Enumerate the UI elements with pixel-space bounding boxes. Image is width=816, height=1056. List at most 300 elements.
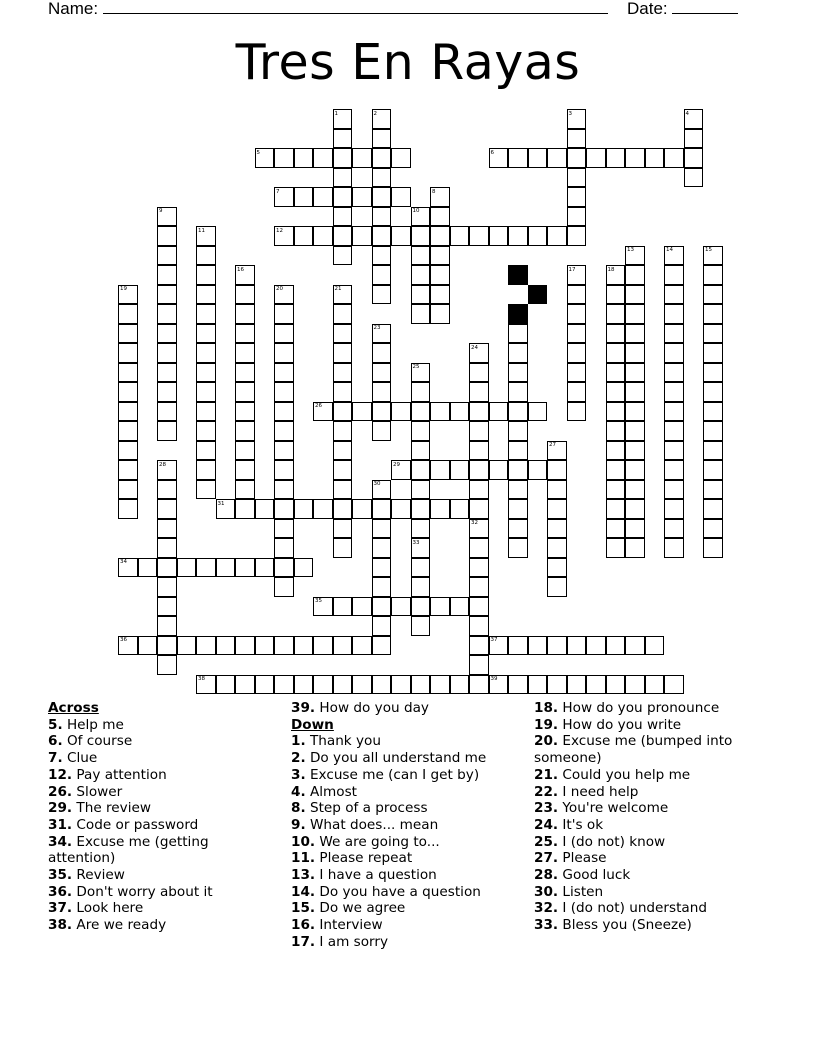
crossword-cell[interactable] [333, 246, 353, 266]
crossword-cell[interactable] [372, 324, 392, 344]
crossword-cell[interactable] [372, 675, 392, 695]
crossword-cell[interactable] [118, 636, 138, 656]
crossword-cell[interactable] [274, 558, 294, 578]
crossword-cell[interactable] [606, 675, 626, 695]
crossword-cell[interactable] [606, 499, 626, 519]
crossword-cell[interactable] [333, 187, 353, 207]
crossword-cell[interactable] [625, 304, 645, 324]
crossword-cell[interactable] [411, 207, 431, 227]
crossword-cell[interactable] [684, 129, 704, 149]
crossword-cell[interactable] [372, 148, 392, 168]
crossword-cell[interactable] [333, 363, 353, 383]
crossword-cell[interactable] [118, 382, 138, 402]
crossword-cell[interactable] [586, 148, 606, 168]
crossword-cell[interactable] [372, 168, 392, 188]
crossword-cell[interactable] [625, 538, 645, 558]
crossword-cell[interactable] [372, 382, 392, 402]
crossword-cell[interactable] [664, 538, 684, 558]
crossword-cell[interactable] [313, 187, 333, 207]
crossword-cell[interactable] [294, 226, 314, 246]
crossword-cell[interactable] [372, 343, 392, 363]
crossword-cell[interactable] [372, 265, 392, 285]
crossword-cell[interactable] [508, 402, 528, 422]
crossword-cell[interactable] [372, 558, 392, 578]
crossword-cell[interactable] [411, 519, 431, 539]
crossword-cell[interactable] [196, 460, 216, 480]
crossword-cell[interactable] [664, 304, 684, 324]
crossword-cell[interactable] [352, 636, 372, 656]
crossword-cell[interactable] [352, 148, 372, 168]
crossword-cell[interactable] [274, 187, 294, 207]
crossword-cell[interactable] [489, 636, 509, 656]
crossword-cell[interactable] [528, 402, 548, 422]
crossword-cell[interactable] [196, 363, 216, 383]
crossword-cell[interactable] [411, 421, 431, 441]
crossword-cell[interactable] [235, 285, 255, 305]
crossword-cell[interactable] [664, 382, 684, 402]
crossword-cell[interactable] [274, 402, 294, 422]
crossword-cell[interactable] [294, 675, 314, 695]
crossword-cell[interactable] [645, 148, 665, 168]
crossword-cell[interactable] [703, 538, 723, 558]
crossword-cell[interactable] [645, 675, 665, 695]
crossword-cell[interactable] [196, 382, 216, 402]
crossword-cell[interactable] [547, 675, 567, 695]
crossword-cell[interactable] [547, 226, 567, 246]
crossword-cell[interactable] [625, 402, 645, 422]
crossword-cell[interactable] [372, 499, 392, 519]
crossword-cell[interactable] [157, 519, 177, 539]
crossword-cell[interactable] [372, 597, 392, 617]
crossword-cell[interactable] [333, 285, 353, 305]
crossword-cell[interactable] [352, 499, 372, 519]
crossword-cell[interactable] [411, 480, 431, 500]
crossword-cell[interactable] [625, 421, 645, 441]
crossword-cell[interactable] [372, 207, 392, 227]
crossword-cell[interactable] [606, 382, 626, 402]
crossword-cell[interactable] [625, 324, 645, 344]
crossword-cell[interactable] [157, 616, 177, 636]
crossword-cell[interactable] [196, 480, 216, 500]
crossword-cell[interactable] [625, 382, 645, 402]
crossword-cell[interactable] [313, 402, 333, 422]
crossword-cell[interactable] [352, 675, 372, 695]
crossword-cell[interactable] [333, 441, 353, 461]
crossword-cell[interactable] [333, 675, 353, 695]
crossword-cell[interactable] [528, 636, 548, 656]
crossword-cell[interactable] [469, 558, 489, 578]
crossword-cell[interactable] [684, 109, 704, 129]
crossword-cell[interactable] [528, 226, 548, 246]
crossword-cell[interactable] [430, 499, 450, 519]
crossword-cell[interactable] [606, 148, 626, 168]
crossword-cell[interactable] [157, 285, 177, 305]
crossword-cell[interactable] [450, 499, 470, 519]
crossword-cell[interactable] [508, 226, 528, 246]
crossword-cell[interactable] [391, 187, 411, 207]
crossword-cell[interactable] [255, 499, 275, 519]
crossword-cell[interactable] [508, 382, 528, 402]
crossword-cell[interactable] [606, 538, 626, 558]
crossword-cell[interactable] [450, 675, 470, 695]
crossword-cell[interactable] [313, 636, 333, 656]
crossword-cell[interactable] [391, 675, 411, 695]
crossword-cell[interactable] [274, 636, 294, 656]
crossword-cell[interactable] [333, 499, 353, 519]
crossword-cell[interactable] [508, 675, 528, 695]
crossword-cell[interactable] [196, 421, 216, 441]
crossword-cell[interactable] [235, 265, 255, 285]
crossword-cell[interactable] [157, 304, 177, 324]
crossword-cell[interactable] [118, 363, 138, 383]
crossword-cell[interactable] [235, 343, 255, 363]
crossword-cell[interactable] [567, 382, 587, 402]
crossword-cell[interactable] [606, 402, 626, 422]
crossword-cell[interactable] [489, 148, 509, 168]
crossword-cell[interactable] [216, 558, 236, 578]
crossword-cell[interactable] [196, 246, 216, 266]
crossword-cell[interactable] [567, 636, 587, 656]
crossword-cell[interactable] [138, 636, 158, 656]
crossword-cell[interactable] [664, 480, 684, 500]
crossword-cell[interactable] [547, 441, 567, 461]
crossword-cell[interactable] [684, 168, 704, 188]
crossword-cell[interactable] [567, 148, 587, 168]
crossword-cell[interactable] [372, 129, 392, 149]
crossword-cell[interactable] [469, 480, 489, 500]
crossword-cell[interactable] [411, 226, 431, 246]
crossword-cell[interactable] [333, 304, 353, 324]
crossword-cell[interactable] [625, 285, 645, 305]
crossword-cell[interactable] [274, 382, 294, 402]
crossword-cell[interactable] [625, 460, 645, 480]
crossword-cell[interactable] [411, 616, 431, 636]
crossword-cell[interactable] [625, 246, 645, 266]
crossword-cell[interactable] [196, 304, 216, 324]
crossword-cell[interactable] [430, 597, 450, 617]
crossword-cell[interactable] [235, 324, 255, 344]
crossword-cell[interactable] [411, 285, 431, 305]
crossword-cell[interactable] [157, 480, 177, 500]
crossword-cell[interactable] [606, 304, 626, 324]
crossword-cell[interactable] [372, 577, 392, 597]
crossword-cell[interactable] [606, 285, 626, 305]
crossword-cell[interactable] [625, 519, 645, 539]
crossword-cell[interactable] [274, 499, 294, 519]
crossword-cell[interactable] [235, 675, 255, 695]
crossword-cell[interactable] [547, 480, 567, 500]
crossword-cell[interactable] [118, 343, 138, 363]
crossword-cell[interactable] [333, 207, 353, 227]
crossword-cell[interactable] [645, 636, 665, 656]
crossword-cell[interactable] [333, 421, 353, 441]
crossword-cell[interactable] [469, 460, 489, 480]
crossword-cell[interactable] [333, 168, 353, 188]
crossword-cell[interactable] [333, 382, 353, 402]
crossword-cell[interactable] [313, 675, 333, 695]
crossword-cell[interactable] [118, 421, 138, 441]
crossword-cell[interactable] [411, 382, 431, 402]
crossword-cell[interactable] [469, 577, 489, 597]
crossword-cell[interactable] [196, 558, 216, 578]
crossword-cell[interactable] [274, 304, 294, 324]
crossword-cell[interactable] [411, 675, 431, 695]
crossword-cell[interactable] [547, 499, 567, 519]
crossword-cell[interactable] [216, 499, 236, 519]
crossword-cell[interactable] [196, 441, 216, 461]
crossword-cell[interactable] [235, 382, 255, 402]
crossword-cell[interactable] [508, 538, 528, 558]
crossword-cell[interactable] [352, 226, 372, 246]
crossword-cell[interactable] [333, 519, 353, 539]
crossword-cell[interactable] [469, 519, 489, 539]
crossword-cell[interactable] [664, 421, 684, 441]
crossword-cell[interactable] [177, 636, 197, 656]
crossword-cell[interactable] [547, 558, 567, 578]
crossword-cell[interactable] [157, 577, 177, 597]
crossword-cell[interactable] [430, 285, 450, 305]
crossword-cell[interactable] [625, 480, 645, 500]
crossword-cell[interactable] [274, 285, 294, 305]
crossword-cell[interactable] [703, 324, 723, 344]
crossword-cell[interactable] [703, 285, 723, 305]
crossword-cell[interactable] [157, 343, 177, 363]
crossword-cell[interactable] [235, 441, 255, 461]
crossword-cell[interactable] [372, 616, 392, 636]
crossword-cell[interactable] [157, 460, 177, 480]
crossword-cell[interactable] [567, 363, 587, 383]
crossword-cell[interactable] [508, 636, 528, 656]
crossword-cell[interactable] [606, 460, 626, 480]
crossword-cell[interactable] [411, 499, 431, 519]
crossword-cell[interactable] [391, 148, 411, 168]
crossword-cell[interactable] [157, 558, 177, 578]
crossword-cell[interactable] [625, 265, 645, 285]
crossword-cell[interactable] [118, 402, 138, 422]
crossword-cell[interactable] [411, 597, 431, 617]
crossword-cell[interactable] [372, 519, 392, 539]
crossword-cell[interactable] [469, 675, 489, 695]
crossword-cell[interactable] [625, 148, 645, 168]
crossword-cell[interactable] [489, 460, 509, 480]
crossword-cell[interactable] [469, 538, 489, 558]
crossword-cell[interactable] [469, 636, 489, 656]
crossword-cell[interactable] [313, 597, 333, 617]
crossword-cell[interactable] [274, 343, 294, 363]
crossword-cell[interactable] [294, 499, 314, 519]
crossword-cell[interactable] [703, 265, 723, 285]
crossword-cell[interactable] [372, 480, 392, 500]
crossword-cell[interactable] [352, 402, 372, 422]
crossword-cell[interactable] [567, 109, 587, 129]
crossword-cell[interactable] [430, 675, 450, 695]
crossword-cell[interactable] [274, 226, 294, 246]
crossword-cell[interactable] [606, 480, 626, 500]
crossword-cell[interactable] [547, 577, 567, 597]
crossword-cell[interactable] [372, 246, 392, 266]
crossword-cell[interactable] [625, 499, 645, 519]
crossword-cell[interactable] [372, 285, 392, 305]
crossword-cell[interactable] [157, 265, 177, 285]
crossword-cell[interactable] [606, 343, 626, 363]
crossword-cell[interactable] [450, 597, 470, 617]
crossword-cell[interactable] [567, 226, 587, 246]
crossword-cell[interactable] [567, 402, 587, 422]
crossword-cell[interactable] [508, 421, 528, 441]
crossword-cell[interactable] [372, 402, 392, 422]
crossword-cell[interactable] [606, 363, 626, 383]
crossword-cell[interactable] [567, 129, 587, 149]
crossword-cell[interactable] [703, 441, 723, 461]
crossword-cell[interactable] [196, 343, 216, 363]
crossword-cell[interactable] [469, 597, 489, 617]
crossword-cell[interactable] [372, 226, 392, 246]
crossword-cell[interactable] [430, 207, 450, 227]
crossword-cell[interactable] [606, 265, 626, 285]
crossword-cell[interactable] [118, 499, 138, 519]
crossword-cell[interactable] [118, 460, 138, 480]
crossword-cell[interactable] [489, 402, 509, 422]
crossword-cell[interactable] [196, 226, 216, 246]
crossword-cell[interactable] [703, 304, 723, 324]
crossword-cell[interactable] [333, 343, 353, 363]
crossword-cell[interactable] [391, 226, 411, 246]
crossword-cell[interactable] [586, 675, 606, 695]
crossword-cell[interactable] [567, 285, 587, 305]
crossword-cell[interactable] [411, 363, 431, 383]
crossword-cell[interactable] [567, 304, 587, 324]
crossword-cell[interactable] [664, 675, 684, 695]
crossword-cell[interactable] [703, 519, 723, 539]
crossword-cell[interactable] [274, 363, 294, 383]
crossword-cell[interactable] [606, 324, 626, 344]
crossword-cell[interactable] [567, 343, 587, 363]
crossword-cell[interactable] [333, 636, 353, 656]
crossword-cell[interactable] [118, 304, 138, 324]
crossword-cell[interactable] [430, 265, 450, 285]
crossword-cell[interactable] [372, 363, 392, 383]
crossword-cell[interactable] [157, 207, 177, 227]
crossword-cell[interactable] [547, 538, 567, 558]
crossword-cell[interactable] [469, 226, 489, 246]
crossword-cell[interactable] [235, 304, 255, 324]
crossword-cell[interactable] [157, 538, 177, 558]
crossword-cell[interactable] [235, 363, 255, 383]
crossword-cell[interactable] [274, 577, 294, 597]
crossword-cell[interactable] [430, 460, 450, 480]
crossword-cell[interactable] [274, 460, 294, 480]
crossword-cell[interactable] [196, 265, 216, 285]
crossword-cell[interactable] [430, 187, 450, 207]
crossword-cell[interactable] [430, 226, 450, 246]
crossword-cell[interactable] [625, 363, 645, 383]
crossword-cell[interactable] [703, 246, 723, 266]
crossword-cell[interactable] [118, 558, 138, 578]
crossword-cell[interactable] [450, 460, 470, 480]
crossword-cell[interactable] [469, 421, 489, 441]
crossword-cell[interactable] [528, 148, 548, 168]
crossword-cell[interactable] [333, 402, 353, 422]
crossword-cell[interactable] [372, 636, 392, 656]
crossword-cell[interactable] [469, 402, 489, 422]
crossword-cell[interactable] [469, 363, 489, 383]
crossword-cell[interactable] [196, 636, 216, 656]
crossword-cell[interactable] [450, 402, 470, 422]
crossword-cell[interactable] [352, 597, 372, 617]
crossword-cell[interactable] [372, 187, 392, 207]
crossword-cell[interactable] [469, 655, 489, 675]
crossword-cell[interactable] [508, 363, 528, 383]
crossword-cell[interactable] [411, 265, 431, 285]
crossword-cell[interactable] [411, 538, 431, 558]
crossword-cell[interactable] [313, 226, 333, 246]
crossword-cell[interactable] [703, 460, 723, 480]
crossword-cell[interactable] [508, 148, 528, 168]
crossword-cell[interactable] [157, 324, 177, 344]
crossword-cell[interactable] [508, 324, 528, 344]
crossword-cell[interactable] [372, 538, 392, 558]
crossword-cell[interactable] [489, 226, 509, 246]
crossword-cell[interactable] [274, 324, 294, 344]
crossword-cell[interactable] [391, 402, 411, 422]
crossword-cell[interactable] [255, 675, 275, 695]
crossword-cell[interactable] [703, 363, 723, 383]
crossword-cell[interactable] [118, 324, 138, 344]
crossword-cell[interactable] [567, 207, 587, 227]
crossword-cell[interactable] [333, 148, 353, 168]
crossword-cell[interactable] [508, 343, 528, 363]
crossword-cell[interactable] [450, 226, 470, 246]
crossword-cell[interactable] [606, 421, 626, 441]
crossword-cell[interactable] [625, 675, 645, 695]
crossword-cell[interactable] [196, 285, 216, 305]
crossword-cell[interactable] [606, 441, 626, 461]
crossword-cell[interactable] [469, 382, 489, 402]
crossword-cell[interactable] [528, 460, 548, 480]
crossword-cell[interactable] [567, 187, 587, 207]
crossword-cell[interactable] [274, 538, 294, 558]
crossword-cell[interactable] [157, 382, 177, 402]
crossword-cell[interactable] [703, 480, 723, 500]
crossword-cell[interactable] [606, 519, 626, 539]
crossword-cell[interactable] [352, 187, 372, 207]
crossword-cell[interactable] [274, 519, 294, 539]
crossword-cell[interactable] [313, 148, 333, 168]
crossword-cell[interactable] [411, 577, 431, 597]
crossword-cell[interactable] [508, 499, 528, 519]
crossword-cell[interactable] [469, 343, 489, 363]
crossword-cell[interactable] [567, 168, 587, 188]
crossword-cell[interactable] [664, 285, 684, 305]
crossword-cell[interactable] [664, 343, 684, 363]
crossword-cell[interactable] [157, 226, 177, 246]
crossword-cell[interactable] [274, 421, 294, 441]
crossword-cell[interactable] [391, 499, 411, 519]
crossword-cell[interactable] [391, 597, 411, 617]
crossword-cell[interactable] [430, 246, 450, 266]
crossword-cell[interactable] [625, 343, 645, 363]
crossword-cell[interactable] [684, 148, 704, 168]
crossword-cell[interactable] [664, 460, 684, 480]
crossword-cell[interactable] [333, 480, 353, 500]
crossword-cell[interactable] [333, 109, 353, 129]
crossword-cell[interactable] [664, 148, 684, 168]
crossword-cell[interactable] [664, 363, 684, 383]
crossword-cell[interactable] [528, 675, 548, 695]
crossword-cell[interactable] [508, 519, 528, 539]
crossword-cell[interactable] [469, 616, 489, 636]
crossword-cell[interactable] [625, 441, 645, 461]
